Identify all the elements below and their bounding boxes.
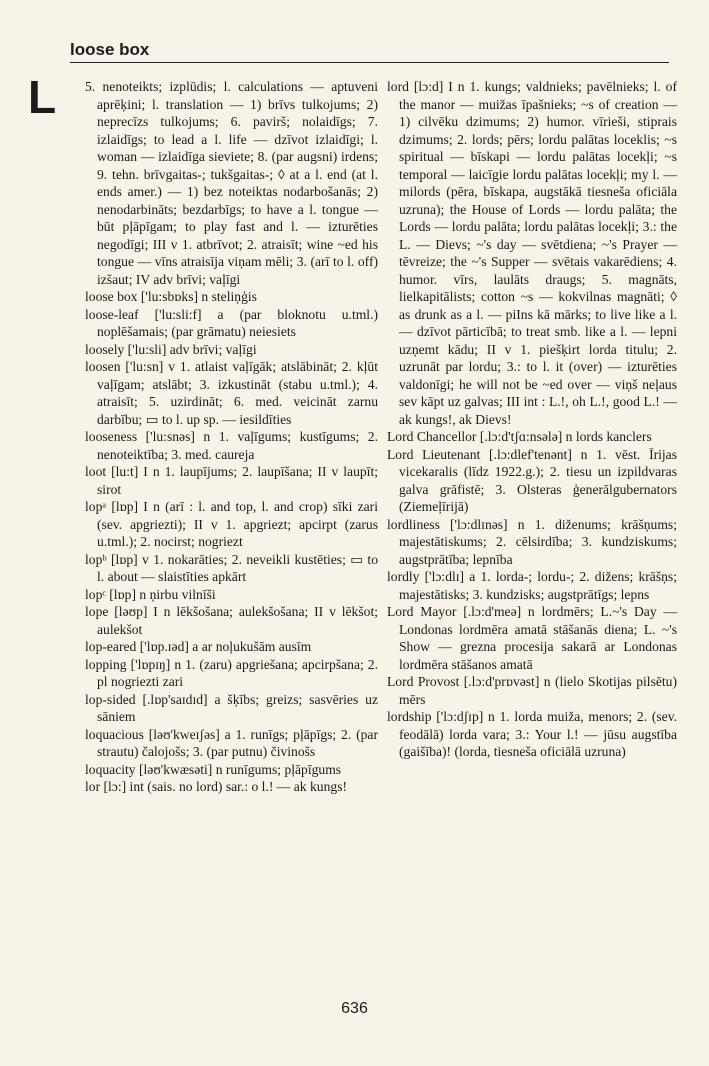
dictionary-entry: lopᵃ [lɒp] I n (arī : l. and top, l. and crop) sīki zari (sev. apgriezti); II v 1. apgriezt; apcirpt (zarus u.tml.); 2. nocirst; nogriezt: [85, 499, 378, 549]
dictionary-entry: Lord Lieutenant [.lɔ:dlef'tenənt] n 1. vēst. Īrijas vicekaralis (līdz 1922.g.); 2. tiesu un izpildvaras galva grāfistē; 3. Olsteras ģenerālgubernators (Ziemeļīrijā): [387, 446, 677, 514]
page-number: 636: [341, 1000, 368, 1017]
dictionary-entry: Lord Chancellor [.lɔ:d'tʃɑ:nsələ] n lords kanclers: [387, 429, 652, 444]
dictionary-entry: lordliness ['lɔ:dlɪnəs] n 1. diženums; krāšņums; majestātiskums; 2. cēlsirdība; 3. kundziskums; augstprātība; lepnība: [387, 516, 677, 567]
dictionary-entry: loosen ['lu:sn] v 1. atlaist vaļīgāk; atslābināt; 2. kļūt vaļīgam; atslābt; 3. izkustināt (stabu u.tml.); 4. atraisīt; 5. uzirdināt; 6. med. veicināt zarnu darbību; ▭ to l. up sp. — iesildīties: [85, 359, 378, 427]
dictionary-entry: loose-leaf ['lu:sli:f] a (par bloknotu u.tml.) noplēšamais; (par grāmatu) neiesiets: [85, 306, 378, 339]
dictionary-entry: lopᶜ [lɒp] n ņirbu vilnīši: [85, 586, 216, 602]
dictionary-entry: looseness ['lu:snəs] n 1. vaļīgums; kustīgums; 2. nenoteiktība; 3. med. caureja: [85, 429, 378, 462]
dictionary-entry: lordship ['lɔ:dʃɪp] n 1. lorda muiža, menors; 2. (sev. feodālā) lorda vara; 3.: Your l.! — jūsu augstība (gaišība)! (lorda, tiesneša oficiālā uzruna): [387, 709, 677, 759]
running-head: loose box: [70, 40, 150, 59]
dictionary-entry: loquacity [ləʊ'kwæsəti] n runīgums; pļāpīgums: [85, 761, 342, 777]
header-rule: [70, 62, 669, 63]
right-column: [387, 78, 677, 761]
dictionary-entry: loquacious [ləʊ'kweɪʃəs] a 1. runīgs; pļāpīgs; 2. (par strautu) čalojošs; 3. (par putnu) čivinošs: [85, 726, 378, 759]
dictionary-entry: lor [lɔ:] int (sais. no lord) sar.: o l.! — ak kungs!: [85, 779, 348, 794]
dictionary-entry: lordly ['lɔ:dlɪ] a 1. lorda-; lordu-; 2. dižens; krāšņs; majestātisks; 3. kundzisks; augstprātīgs; lepns: [387, 569, 677, 602]
dictionary-entry: loose box ['lu:sbɒks] n steliņģis: [85, 289, 257, 304]
dictionary-entry: lord [lɔ:d] I n 1. kungs; valdnieks; pavēlnieks; l. of the manor — muižas īpašnieks; ~s of creation — 1) cilvēku dzimums; 2) humor. vīrieši, stiprais dzimums; 2. lords; pērs; lordu palātas loceklis; ~s spiritual — bīskapi — lordu palātas locekļi; ~s temporal — laicīgie lordu palātas locekļi; my l. — milords (pēra, bīskapa, augstākā tiesneša oficiāla uzruna); the House of Lords — lordu palāta; the Lords — lordu palāta; lordu palātas locekļi; 3.: the L. — Dievs; ~'s day — svētdiena; ~'s Prayer — tēvreize; the ~'s Supper — svētais vakarēdiens; 4. humor. vīrs, laulāts draugs; 5. magnāts, lielkapitālists; cotton ~s — kokvilnas magnāti; ◊ as drunk as a l. — piIns kā mārks; to live like a l. — dzīvot pārticībā; to treat smb. like a l. — lepni uzņemt kādu; II v 1. piešķirt lorda titulu; 2. uzrunāt par lordu; 3.: to l. it (over) — izturēties valdonīgi; he will not be ~ed over — viņš neļaus sev kāpt uz galvas; III int : L.!, oh L.!, good L.! — ak kungs!, ak Dievs!: [387, 79, 677, 427]
dictionary-entry: loosely ['lu:sli] adv brīvi; vaļīgi: [85, 341, 257, 357]
dictionary-entry: lop-sided [.lɒp'saɪdɪd] a šķībs; greizs; sasvēries uz sāniem: [85, 691, 378, 724]
dictionary-entry: lopᵇ [lɒp] v 1. nokarāties; 2. neveikli kustēties; ▭ to l. about — slaistīties apkārt: [85, 551, 378, 584]
dictionary-entry: 5. nenoteikts; izplūdis; l. calculations — aptuveni aprēķini; l. translation — 1) brīvs tulkojums; 2) neprecīzs tulkojums; 6. pavirš; nolaidīgs; 7. izlaidīgs; to lead a l. life — dzīvot izlaidīgi; l. woman — izlaidīga sieviete; 8. (par augsni) irdens; 9. tehn. brīvgaitas-; tukšgaitas-; ◊ at a l. end (at l. ends amer.) — 1) bez noteiktas nodarbošanās; 2) nenodarbināts; bezdarbīgs; to have a l. tongue — būt pļāpīgam; to play fast and l. — izturēties negodīgi; III v 1. atbrīvot; 2. atraisīt; wine ~ed his tongue — vīns atraisīja viņam mēli; 3. (arī to l. off) izšaut; IV adv brīvi; vaļīgi: [85, 79, 378, 287]
dictionary-entry: Lord Provost [.lɔ:d'prɒvəst] n (lielo Skotijas pilsētu) mērs: [387, 674, 677, 707]
left-column: [85, 78, 378, 796]
dictionary-entry: lop-eared ['lɒp.ɪəd] a ar noļukušām ausīm: [85, 639, 312, 654]
dictionary-entry: loot [lu:t] I n 1. laupījums; 2. laupīšana; II v laupīt; sirot: [85, 464, 378, 497]
dictionary-entry: Lord Mayor [.lɔ:d'meə] n lordmērs; L.~'s Day — Londonas lordmēra amatā stāšanās diena; L. ~'s Show — grezna procesija sakarā ar Londonas lordmēra stāšanos amatā: [387, 604, 677, 672]
dictionary-entry: lope [ləʊp] I n lēkšošana; aulekšošana; II v lēkšot; aulekšot: [85, 604, 378, 637]
dictionary-entry: lopping ['lɒpɪŋ] n 1. (zaru) apgriešana; apcirpšana; 2. pl nogriezti zari: [85, 656, 378, 689]
section-letter: L: [28, 71, 57, 123]
